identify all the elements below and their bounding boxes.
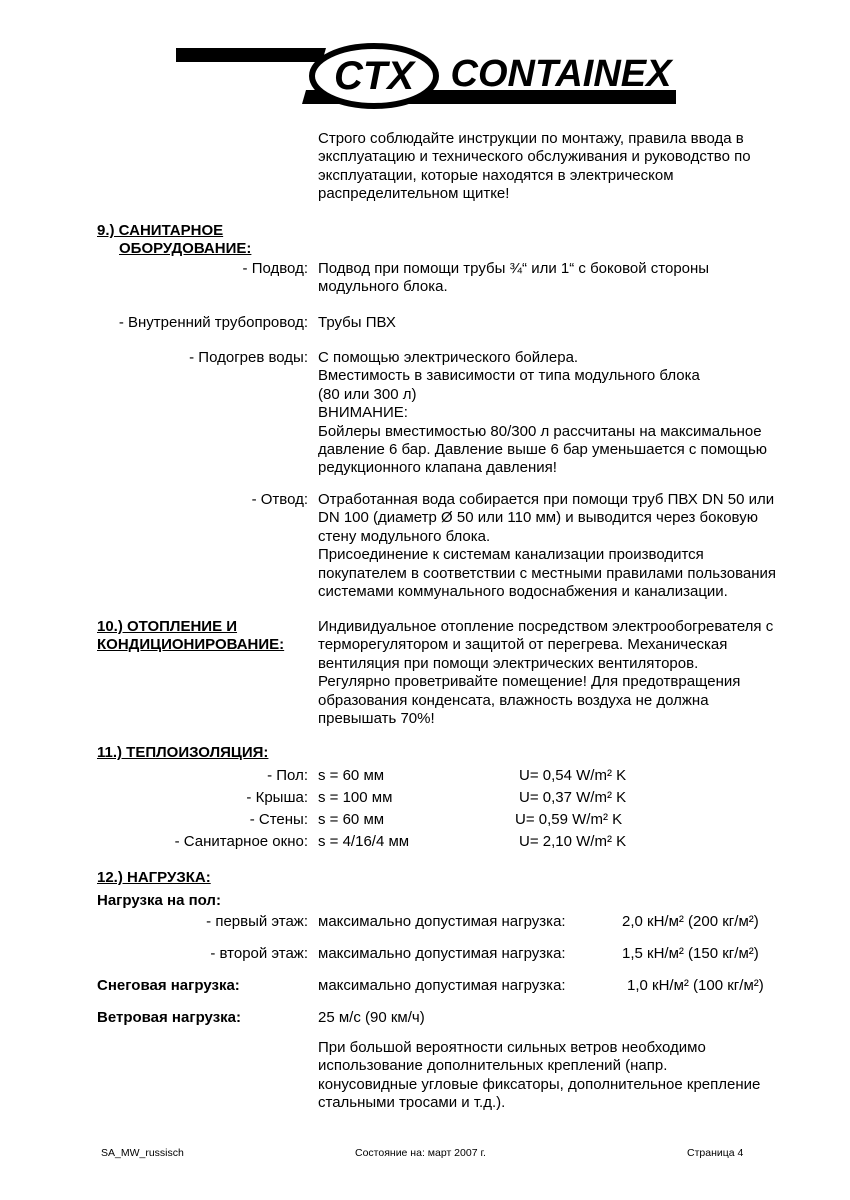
containex-logo	[176, 40, 676, 112]
text-line: Регулярно проветривайте помещение! Для предотвращения	[318, 673, 741, 691]
svg-text:CTX: CTX	[334, 54, 414, 98]
s9-piping-label: - Внутренний трубопровод:	[118, 314, 308, 331]
intro-line: эксплуатацию и технического обслуживания и руководство по	[318, 148, 751, 166]
text-line: стальными тросами и т.д.).	[318, 1094, 506, 1112]
s12-snow-desc: максимально допустимая нагрузка:	[318, 977, 566, 994]
intro-line: распределительном щитке!	[318, 185, 510, 203]
text-line: модульного блока.	[318, 278, 448, 296]
footer-filename: SA_MW_russisch	[101, 1147, 184, 1159]
s12-snow-value: 1,0 кН/м² (100 кг/м²)	[627, 977, 764, 994]
text-line: DN 100 (диаметр Ø 50 или 110 мм) и выводится через боковую	[318, 509, 758, 527]
text-line: редукционного клапана давления!	[318, 459, 557, 477]
intro-line: Строго соблюдайте инструкции по монтажу, правила ввода в	[318, 130, 744, 147]
s11-row-uvalue: U= 0,59 W/m² K	[515, 811, 623, 828]
text-line: Подвод при помощи трубы ¾“ или 1“ с боковой стороны	[318, 260, 710, 277]
s12-wind-note	[318, 1039, 760, 1113]
intro-paragraph	[318, 130, 751, 204]
text-line: Индивидуальное отопление посредством электрообогревателя с	[318, 618, 774, 635]
text-line: системами коммунального водоснабжения и канализации.	[318, 583, 728, 601]
s10-heading-line2: КОНДИЦИОНИРОВАНИЕ:	[97, 636, 285, 653]
s9-drain-text	[318, 491, 776, 601]
s11-row-uvalue: U= 2,10 W/m² K	[519, 833, 627, 850]
text-line: покупателем в соответствии с местными правилами пользования	[318, 564, 776, 582]
s9-heating-label: - Подогрев воды:	[189, 349, 308, 366]
s12-floor1-label: - первый этаж:	[206, 913, 308, 930]
text-line: Отработанная вода собирается при помощи труб ПВХ DN 50 или	[318, 491, 775, 508]
s11-row-uvalue: U= 0,54 W/m² K	[519, 767, 627, 784]
s11-row-label: - Стены:	[249, 811, 308, 828]
s12-floor2-desc: максимально допустимая нагрузка:	[318, 945, 566, 962]
s11-row-thickness: s = 60 мм	[318, 811, 385, 828]
s12-floor2-value: 1,5 кН/м² (150 кг/м²)	[622, 945, 759, 962]
s10-text	[318, 618, 773, 728]
svg-text:CONTAINEX: CONTAINEX	[450, 53, 672, 95]
text-line: Вместимость в зависимости от типа модульного блока	[318, 367, 700, 385]
s11-row-thickness: s = 100 мм	[318, 789, 393, 806]
s11-row-uvalue: U= 0,37 W/m² K	[519, 789, 627, 806]
text-line: (80 или 300 л)	[318, 385, 417, 403]
text-line: С помощью электрического бойлера.	[318, 349, 579, 366]
text-line: образования конденсата, влажность воздуха не должна	[318, 691, 709, 709]
s9-heading-line2: ОБОРУДОВАНИЕ:	[119, 240, 252, 257]
s12-floor1-value: 2,0 кН/м² (200 кг/м²)	[622, 913, 759, 930]
s9-heading-line1: 9.) САНИТАРНОЕ	[97, 222, 224, 239]
s9-drain-label: - Отвод:	[251, 491, 308, 508]
text-line: Присоединение к системам канализации производится	[318, 546, 704, 564]
text-line: При большой вероятности сильных ветров необходимо	[318, 1039, 706, 1056]
s11-row-label: - Пол:	[267, 767, 308, 784]
s12-floor-load-title: Нагрузка на пол:	[97, 892, 221, 909]
s12-floor2-label: - второй этаж:	[210, 945, 308, 962]
s11-row-thickness: s = 4/16/4 мм	[318, 833, 410, 850]
s9-heating-text	[318, 349, 767, 478]
text-line: использование дополнительных креплений (напр.	[318, 1057, 668, 1075]
s11-row-label: - Санитарное окно:	[174, 833, 308, 850]
text-line: стену модульного блока.	[318, 527, 491, 545]
text-line: вентиляция при помощи электрических вентиляторов.	[318, 654, 699, 672]
text-line: давление 6 бар. Давление выше 6 бар уменьшается с помощью	[318, 441, 768, 459]
intro-line: эксплуатации, которые находятся в электрическом	[318, 166, 674, 184]
s9-supply-text	[318, 260, 709, 297]
s11-row-thickness: s = 60 мм	[318, 767, 385, 784]
s12-wind-value: 25 м/с (90 км/ч)	[318, 1009, 425, 1026]
text-line: ВНИМАНИЕ:	[318, 404, 408, 422]
s9-piping-text: Трубы ПВХ	[318, 314, 396, 331]
footer-page-number: Страница 4	[687, 1147, 744, 1159]
s12-wind-label: Ветровая нагрузка:	[97, 1009, 241, 1026]
footer-status-date: Состояние на: март 2007 г.	[355, 1147, 486, 1159]
s12-floor1-desc: максимально допустимая нагрузка:	[318, 913, 566, 930]
text-line: превышать 70%!	[318, 710, 435, 728]
text-line: Бойлеры вместимостью 80/300 л рассчитаны на максимальное	[318, 422, 762, 440]
s11-heading: 11.) ТЕПЛОИЗОЛЯЦИЯ:	[97, 744, 269, 761]
s12-heading: 12.) НАГРУЗКА:	[97, 869, 211, 886]
text-line: конусовидные угловые фиксаторы, дополнительное крепление	[318, 1075, 761, 1093]
s11-row-label: - Крыша:	[246, 789, 308, 806]
s12-snow-label: Снеговая нагрузка:	[97, 977, 240, 994]
text-line: терморегулятором и защитой от перегрева. Механическая	[318, 636, 728, 654]
s10-heading-line1: 10.) ОТОПЛЕНИЕ И	[97, 618, 238, 635]
s9-supply-label: - Подвод:	[242, 260, 308, 277]
